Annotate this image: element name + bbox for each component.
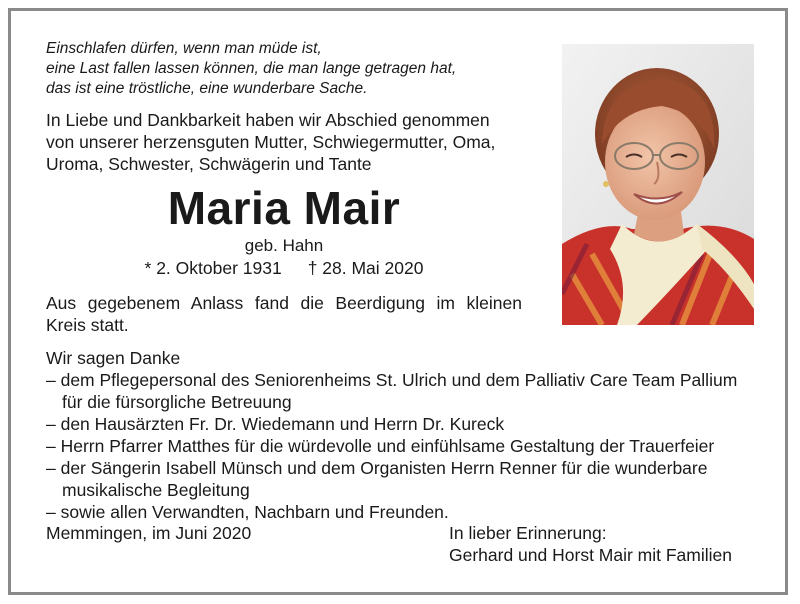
portrait-photo: [562, 44, 754, 325]
death-date: † 28. Mai 2020: [307, 258, 424, 278]
poem: [46, 39, 456, 99]
thanks-section: [46, 347, 737, 523]
intro-text: [46, 109, 495, 175]
thanks-item-continuation: musikalische Begleitung: [62, 480, 250, 500]
birth-date: * 2. Oktober 1931: [144, 258, 282, 278]
thanks-item-continuation: für die fürsorgliche Betreuung: [62, 392, 292, 412]
life-dates: [46, 257, 522, 279]
intro-line: Uroma, Schwester, Schwägerin und Tante: [46, 154, 372, 174]
thanks-item: – sowie allen Verwandten, Nachbarn und Freunden.: [46, 502, 449, 522]
thanks-item: – den Hausärzten Fr. Dr. Wiedemann und Herrn Dr. Kureck: [46, 414, 505, 434]
poem-line: eine Last fallen lassen können, die man lange getragen hat,: [46, 60, 457, 77]
signature-block: [449, 522, 732, 566]
memory-label: In lieber Erinnerung:: [449, 523, 607, 543]
thanks-item: – der Sängerin Isabell Münsch und dem Organisten Herrn Renner für die wunderbare: [46, 458, 708, 478]
family-names: Gerhard und Horst Mair mit Familien: [449, 545, 732, 565]
thanks-item: – Herrn Pfarrer Matthes für die würdevolle und einfühlsame Gestaltung der Trauerfeier: [46, 436, 715, 456]
poem-line: das ist eine tröstliche, eine wunderbare Sache.: [46, 80, 368, 97]
place-date: Memmingen, im Juni 2020: [46, 523, 252, 543]
deceased-name: Maria Mair: [167, 182, 401, 234]
funeral-notice: [46, 292, 522, 336]
funeral-line: Kreis statt.: [46, 315, 129, 335]
funeral-line: Aus gegebenem Anlass fand die Beerdigung im kleinen: [46, 293, 522, 313]
intro-line: In Liebe und Dankbarkeit haben wir Abschied genommen: [46, 110, 490, 130]
poem-line: Einschlafen dürfen, wenn man müde ist,: [46, 40, 322, 57]
thanks-item: – dem Pflegepersonal des Seniorenheims St. Ulrich und dem Palliativ Care Team Pallium: [46, 370, 738, 390]
intro-line: von unserer herzensguten Mutter, Schwiegermutter, Oma,: [46, 132, 496, 152]
thanks-heading: Wir sagen Danke: [46, 348, 181, 368]
maiden-name: geb. Hahn: [244, 236, 324, 255]
